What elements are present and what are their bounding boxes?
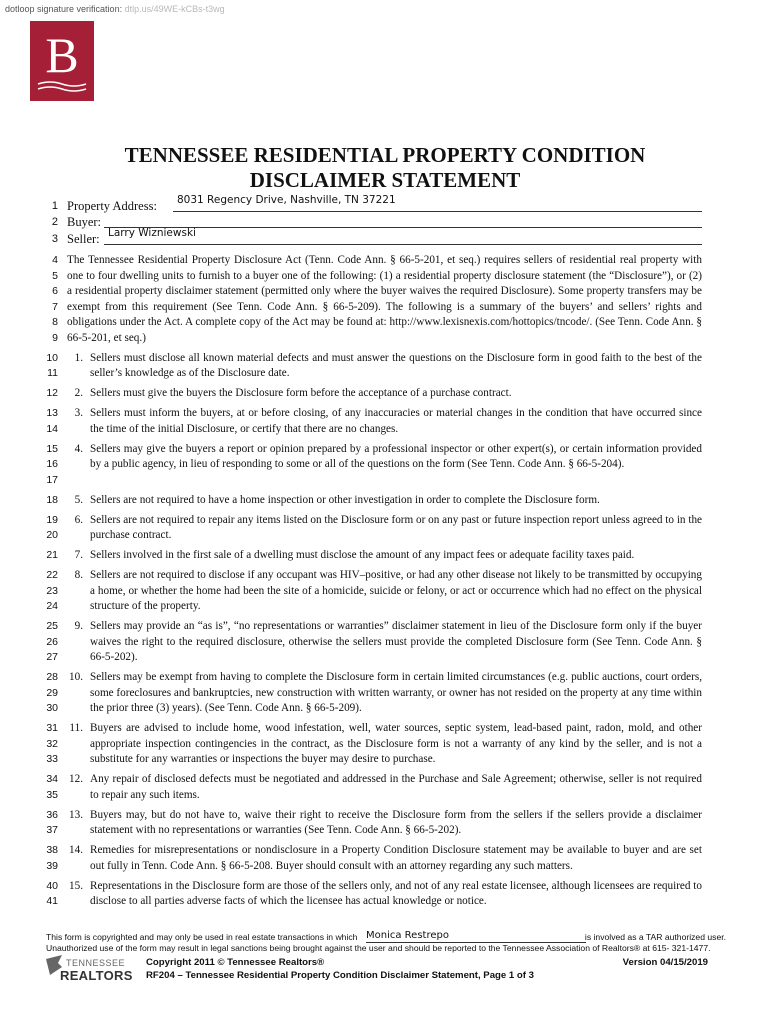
dotloop-label: dotloop signature verification:: [5, 4, 123, 14]
line-number: 27: [46, 651, 58, 663]
line-number: 14: [46, 422, 58, 435]
line-number: 31: [46, 722, 58, 734]
item-line-numbers: [30, 879, 58, 910]
item-line-numbers: [30, 548, 58, 564]
footer-license-text: This form is copyrighted and may only be used in real estate transactions in which: [46, 932, 358, 942]
item-number: 5.: [74, 493, 83, 506]
document-title-line1: TENNESSEE RESIDENTIAL PROPERTY CONDITION: [124, 143, 646, 167]
item-line-numbers: [30, 351, 58, 382]
line-number: 29: [46, 686, 58, 699]
line-number: 37: [46, 824, 58, 836]
item-text: Buyers may, but do not have to, waive their right to receive the Disclosure form from the sellers if the sellers provide a disclaimer statement with no representations or warranties (See Tenn. Code Ann. § 66-5-202).: [90, 808, 702, 836]
seller-row: [30, 227, 702, 247]
item-text: Sellers are not required to have a home inspection or other investigation in order to complete the Disclosure form.: [90, 493, 600, 506]
logo-wave-icon: [36, 80, 88, 94]
line-number: 2: [51, 216, 58, 228]
footer-license-suffix: is involved as a TAR authorized user.: [584, 932, 726, 942]
item-number: 8.: [74, 569, 83, 581]
list-item: [30, 351, 702, 382]
line-number: 28: [46, 671, 58, 683]
item-number: 10.: [69, 671, 83, 683]
line-number: 15: [46, 442, 58, 455]
property-address-field[interactable]: [173, 194, 702, 212]
item-text: Sellers involved in the first sale of a dwelling must disclose the amount of any impact fees or adequate facility taxes paid.: [90, 549, 635, 561]
line-number: 25: [46, 620, 58, 632]
seller-field[interactable]: [104, 227, 702, 245]
item-text: Representations in the Disclosure form are those of the sellers only, and not of any real estate licensee, although licensees are required to disclose to all parties adverse facts of which the licensee has actual knowledge or notice.: [90, 879, 702, 907]
intro-line-numbers: [30, 253, 58, 346]
item-line-numbers: [30, 808, 58, 839]
footer-warning: Unauthorized use of the form may result in legal sanctions being brought against the user and should be reported to the Tennessee Association of Realtors® at 615- 321-1477.: [46, 943, 711, 953]
line-number: 6: [52, 285, 58, 297]
line-number: 36: [46, 808, 58, 821]
dotloop-link[interactable]: dtlp.us/49WE-kCBs-t3wg: [124, 4, 225, 14]
list-item: [30, 548, 702, 564]
item-text: Sellers may give the buyers a report or opinion prepared by a professional inspector or other expert(s), or certain information provided by a public agency, in lieu of responding to some or all of the questions on the form (See Tenn. Code Ann. § 66-5-204).: [90, 442, 702, 470]
line-number: 8: [52, 316, 58, 328]
copyright-notice: Copyright 2011 © Tennessee Realtors®: [146, 957, 325, 968]
item-number: 11.: [69, 722, 83, 734]
line-number: 24: [46, 600, 58, 612]
brokerage-logo: [30, 21, 94, 101]
property-address-label: Property Address:: [67, 199, 157, 213]
item-text: Sellers are not required to repair any items listed on the Disclosure form or on any past or future inspection report unless agreed to in the purchase contract.: [90, 513, 702, 541]
line-number: 32: [46, 737, 58, 750]
form-title: RF204 – Tennessee Residential Property Condition Disclaimer Statement, Page 1 of 3: [146, 970, 534, 981]
line-number: 1: [51, 200, 58, 212]
item-number: 15.: [69, 879, 83, 892]
line-number: 33: [46, 753, 58, 765]
logo-text-tennessee: TENNESSEE: [66, 958, 126, 968]
line-number: 13: [46, 407, 58, 419]
item-number: 14.: [69, 844, 83, 856]
item-line-numbers: [30, 442, 58, 489]
item-line-numbers: [30, 772, 58, 803]
list-item: [30, 843, 702, 874]
licensee-name: Monica Restrepo: [366, 930, 449, 941]
line-number: 5: [52, 269, 58, 282]
seller-label: Seller:: [67, 232, 100, 246]
line-number: 3: [51, 233, 58, 245]
line-number: 18: [46, 493, 58, 506]
line-number: 35: [46, 788, 58, 801]
list-item: [30, 513, 702, 544]
line-number: 19: [46, 513, 58, 526]
item-text: Sellers are not required to disclose if any occupant was HIV–positive, or had any other disease not likely to be transmitted by occupying a home, or whether the home had been the site of a homicide, suicide or felony, or act or occurrence which had no effect on the physical structure of the property.: [90, 569, 702, 612]
item-number: 6.: [74, 513, 83, 526]
line-number: 26: [46, 635, 58, 648]
property-address-value: 8031 Regency Drive, Nashville, TN 37221: [177, 194, 396, 206]
item-line-numbers: [30, 619, 58, 666]
item-number: 3.: [74, 407, 83, 419]
list-item: [30, 442, 702, 489]
list-item: [30, 619, 702, 666]
line-number: 21: [46, 549, 58, 561]
footer-license-line: [46, 932, 726, 943]
item-text: Sellers must inform the buyers, at or before closing, of any inaccuracies or material changes in the condition that have occurred since the time of the initial Disclosure, or certify that there are no changes.: [90, 407, 702, 435]
intro-paragraph: [30, 253, 702, 346]
document-body: [30, 253, 702, 910]
line-number: 23: [46, 584, 58, 597]
item-text: Any repair of disclosed defects must be negotiated and addressed in the Purchase and Sale Agreement; otherwise, seller is not required to repair any such items.: [90, 773, 702, 801]
line-number: 38: [46, 844, 58, 856]
line-number: 12: [46, 387, 58, 399]
item-number: 12.: [69, 773, 83, 785]
intro-text: The Tennessee Residential Property Disclosure Act (Tenn. Code Ann. § 66-5-201, et seq.) requires sellers of residential real property with one to four dwelling units to furnish to a buyer one of the following: (1) a residential property disclosure statement (the “Disclosure”), or (2) a residential property disclaimer statement (permitted only where the buyer waives the required Disclosure). Some property transfers may be exempt from this requirement (See Tenn. Code Ann. § 66-5-209). The following is a summary of the buyers’ and sellers’ rights and obligations under the Act. A complete copy of the Act may be found at: http://www.lexisnexis.com/hottopics/tncode/. (See Tenn. Code Ann. § 66-5-201, et seq.): [67, 254, 702, 344]
line-number: 17: [46, 473, 58, 486]
item-line-numbers: [30, 513, 58, 544]
list-item: [30, 721, 702, 768]
rights-list: [30, 351, 702, 910]
item-number: 13.: [69, 808, 83, 821]
line-number: 34: [46, 773, 58, 785]
line-number: 22: [46, 569, 58, 581]
item-number: 7.: [74, 549, 83, 561]
buyer-label: Buyer:: [67, 215, 102, 229]
item-number: 2.: [74, 387, 83, 399]
item-text: Remedies for misrepresentations or nondisclosure in a Property Condition Disclosure statement may be available to buyer and are set out fully in Tenn. Code Ann. § 66-5-208. Buyer should consult with an attorney regarding any such matters.: [90, 844, 702, 872]
item-line-numbers: [30, 493, 58, 509]
item-number: 9.: [74, 620, 83, 632]
property-address-row: [30, 194, 702, 214]
line-number: 39: [46, 859, 58, 872]
item-line-numbers: [30, 670, 58, 717]
seller-value: Larry Wizniewski: [108, 227, 196, 239]
dotloop-verification: [5, 4, 225, 14]
item-text: Sellers must disclose all known material defects and must answer the questions on the Disclosure form in good faith to the best of the seller’s knowledge as of the Disclosure date.: [90, 351, 702, 379]
list-item: [30, 670, 702, 717]
list-item: [30, 386, 702, 402]
list-item: [30, 493, 702, 509]
version-label: Version 04/15/2019: [622, 957, 708, 968]
item-line-numbers: [30, 386, 58, 402]
list-item: [30, 879, 702, 910]
list-item: [30, 568, 702, 615]
line-number: 40: [46, 879, 58, 892]
line-number: 4: [52, 254, 58, 266]
line-number: 10: [46, 351, 58, 364]
logo-letter: B: [45, 27, 79, 83]
line-number: 7: [52, 300, 58, 313]
line-number: 41: [46, 895, 58, 907]
item-number: 1.: [74, 351, 83, 364]
item-number: 4.: [74, 442, 83, 455]
list-item: [30, 772, 702, 803]
item-line-numbers: [30, 721, 58, 768]
line-number: 30: [46, 702, 58, 714]
list-item: [30, 808, 702, 839]
line-number: 16: [46, 458, 58, 470]
item-text: Sellers may provide an “as is”, “no representations or warranties” disclaimer statement in lieu of the Disclosure form only if the buyer waives the right to the required disclosure, otherwise the sellers must provide the completed Disclosure form (See Tenn. Code Ann. § 66-5-202).: [90, 620, 702, 663]
document-title-line2: DISCLAIMER STATEMENT: [249, 168, 521, 192]
item-line-numbers: [30, 568, 58, 615]
item-line-numbers: [30, 843, 58, 874]
item-line-numbers: [30, 406, 58, 437]
logo-text-realtors: REALTORS: [60, 968, 133, 983]
line-number: 9: [52, 331, 58, 344]
tennessee-realtors-logo: [44, 953, 134, 985]
line-number: 20: [46, 529, 58, 541]
list-item: [30, 406, 702, 437]
item-text: Sellers must give the buyers the Disclosure form before the acceptance of a purchase contract.: [90, 387, 512, 399]
line-number: 11: [47, 367, 58, 379]
item-text: Sellers may be exempt from having to complete the Disclosure form in certain limited circumstances (e.g. public auctions, court orders, some foreclosures and bankruptcies, new construction with written warranty, or owner has not resided on the property at any time within the prior three (3) years). (See Tenn. Code Ann. § 66-5-209).: [90, 671, 702, 714]
item-text: Buyers are advised to include home, wood infestation, well, water sources, septic system, lead-based paint, radon, mold, and other appropriate inspection contingencies in the contract, as the Disclosure form is not a warranty of any kind by the seller, and is not a substitute for any warranties or inspections the buyer may desire to purchase.: [90, 722, 702, 765]
